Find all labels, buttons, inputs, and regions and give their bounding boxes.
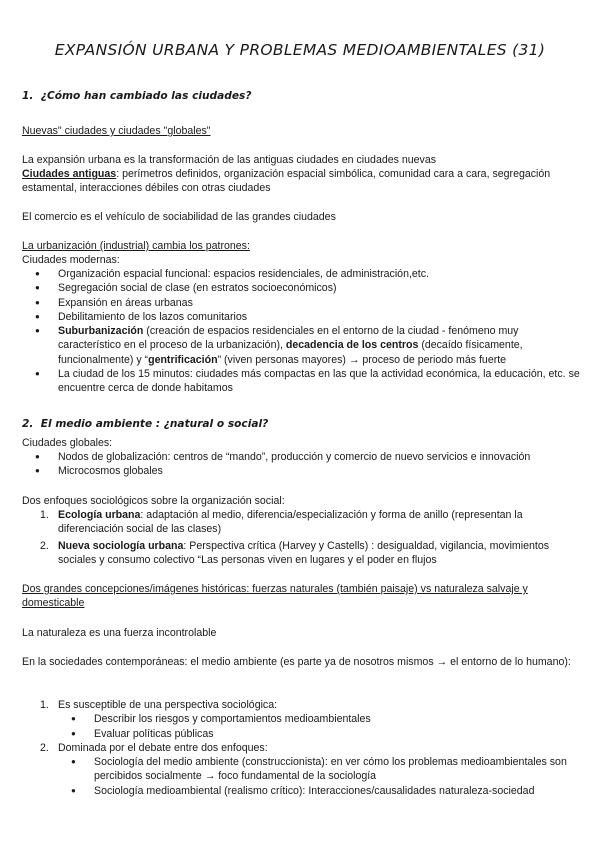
global-cities-label: Ciudades globales: bbox=[22, 437, 113, 449]
section-1-number: 1. bbox=[22, 90, 34, 102]
page-title: EXPANSIÓN URBANA Y PROBLEMAS MEDIOAMBIENTALES (31) bbox=[54, 41, 546, 59]
list-item: ● Segregación social de clase (en estratos socioeconómicos) bbox=[22, 281, 582, 295]
commerce-paragraph: El comercio es el vehículo de sociabilidad de las grandes ciudades bbox=[22, 211, 336, 223]
gentrification-term: gentrificación bbox=[148, 353, 218, 366]
list-item bbox=[22, 508, 582, 537]
list-number: 1. bbox=[40, 699, 49, 711]
suburbanization-text: (creación de espacios residenciales en el entorno de la ciudad - fenómeno muy característico en el proceso de la urbanización), bbox=[58, 325, 519, 352]
ancient-cities-label: Ciudades antiguas bbox=[22, 168, 117, 180]
list-item bbox=[22, 741, 582, 798]
list-item: ● Microcosmos globales bbox=[22, 464, 582, 478]
list-number: 2. bbox=[40, 539, 49, 552]
urban-ecology-term: Ecología urbana bbox=[58, 509, 141, 521]
list-item: ● Debilitamiento de los lazos comunitarios bbox=[22, 310, 582, 324]
ancient-cities-text: : perímetros definidos, organización espacial simbólica, comunidad cara a cara, segregación estamental, interacciones débiles con otras ciudades bbox=[22, 168, 551, 195]
urbanization-heading: La urbanización (industrial) cambia los patrones: bbox=[22, 240, 250, 252]
list-item: ● Sociología del medio ambiente (construccionista): en ver cómo los problemas medioambientales son percibidos socialmente → foco fundamental de la sociología bbox=[58, 755, 582, 784]
section-2-number: 2. bbox=[22, 418, 34, 430]
new-urban-sociology-term: Nueva sociología urbana bbox=[58, 539, 184, 552]
approaches-intro: Dos enfoques sociológicos sobre la organización social: bbox=[22, 495, 285, 507]
point-text: Dominada por el debate entre dos enfoques: bbox=[58, 741, 268, 754]
urban-ecology-text: : adaptación al medio, diferencia/especialización y forma de anillo (representan la diferenciación social de las clases) bbox=[58, 509, 523, 536]
list-item: ● Evaluar políticas públicas bbox=[58, 727, 582, 741]
list-item: ● Expansión en áreas urbanas bbox=[22, 296, 582, 310]
modern-cities-label: Ciudades modernas: bbox=[22, 254, 120, 266]
list-item: ● Nodos de globalización: centros de “mando”, producción y comercio de nuevo servicios e innovación bbox=[22, 450, 582, 464]
list-number: 2. bbox=[40, 741, 49, 754]
list-item bbox=[22, 539, 582, 568]
approaches-list bbox=[22, 508, 582, 567]
section-1-subheading: Nuevas" ciudades y ciudades "globales" bbox=[22, 125, 211, 137]
center-decay-term: decadencia de los centros bbox=[285, 339, 419, 352]
list-item: ● Describir los riesgos y comportamientos medioambientales bbox=[58, 712, 582, 726]
point-sublist bbox=[58, 712, 582, 741]
list-item bbox=[22, 698, 582, 741]
suburbanization-term: Suburbanización bbox=[58, 325, 144, 338]
list-number: 1. bbox=[40, 509, 49, 521]
contemporary-paragraph: En la sociedades contemporáneas: el medio ambiente (es parte ya de nosotros mismos → el entorno de lo humano): bbox=[22, 656, 571, 668]
section-2-heading bbox=[22, 417, 268, 431]
new-urban-sociology-text: : Perspectiva crítica (Harvey y Castells) : desigualdad, vigilancia, movimientos sociales y consumo colectivo “Las personas viven en lugares y el poder en flujos bbox=[58, 539, 550, 566]
gentrification-text: ” (viven personas mayores) → proceso de periodo más fuerte bbox=[217, 353, 507, 366]
list-item bbox=[22, 324, 582, 367]
point-text: Es susceptible de una perspectiva sociológica: bbox=[58, 699, 278, 711]
modern-cities-list bbox=[22, 267, 582, 396]
expansion-definition: La expansión urbana es la transformación de las antiguas ciudades en ciudades nuevas bbox=[22, 154, 437, 166]
environment-points-list bbox=[22, 698, 582, 798]
list-item: ● Organización espacial funcional: espacios residenciales, de administración,etc. bbox=[22, 267, 582, 281]
section-1-heading bbox=[22, 89, 251, 103]
center-decay-text: (decaído físicamente, funcionalmente) y “ bbox=[58, 339, 523, 366]
section-2-title: El medio ambiente : ¿natural o social? bbox=[40, 418, 269, 430]
point-sublist bbox=[58, 755, 582, 798]
global-cities-list bbox=[22, 450, 582, 479]
nature-force-paragraph: La naturaleza es una fuerza incontrolable bbox=[22, 627, 217, 639]
ancient-cities-paragraph bbox=[22, 167, 582, 196]
list-item: ● Sociología medioambiental (realismo crítico): Interacciones/causalidades naturaleza-sociedad bbox=[58, 784, 582, 798]
list-item: ● La ciudad de los 15 minutos: ciudades más compactas en las que la actividad económica, la educación, etc. se encuentre cerca de donde habitamos bbox=[22, 367, 582, 396]
section-1-title: ¿Cómo han cambiado las ciudades? bbox=[40, 90, 252, 102]
conceptions-heading: Dos grandes concepciones/imágenes históricas: fuerzas naturales (también paisaje) vs naturaleza salvaje y domesticable bbox=[22, 583, 528, 610]
